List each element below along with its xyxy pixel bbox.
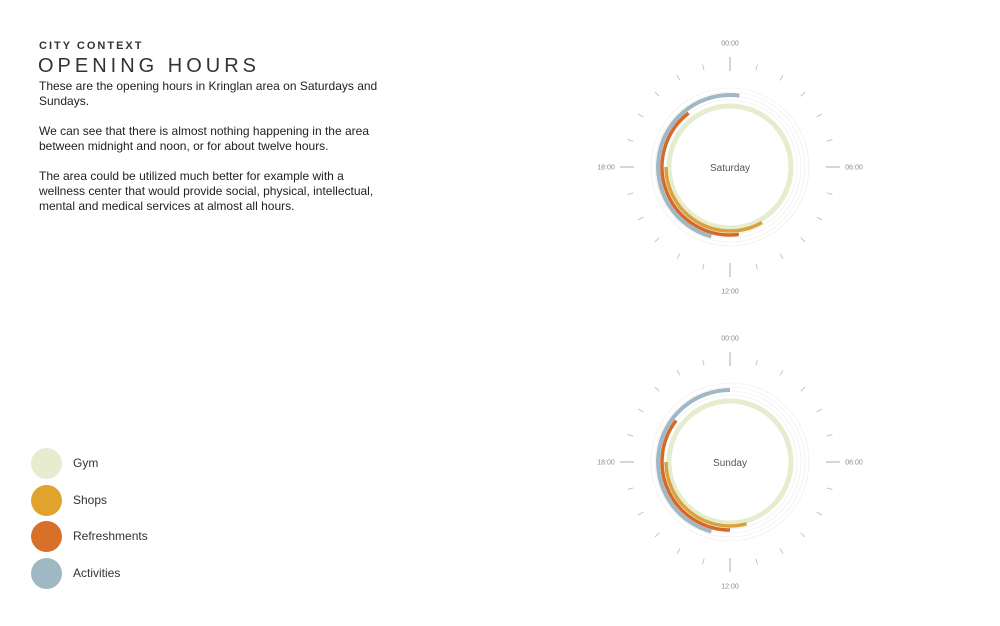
center-label: Sunday — [713, 458, 747, 469]
hour-tick — [817, 512, 822, 515]
hour-tick — [801, 92, 805, 96]
hour-tick — [756, 65, 758, 71]
hour-tick — [780, 370, 783, 375]
hour-tick — [638, 512, 643, 515]
hour-tick — [780, 75, 783, 80]
hour-tick — [817, 217, 822, 220]
hour-tick — [628, 140, 634, 142]
description-paragraph: These are the opening hours in Kringlan area on Saturdays and Sundays. — [39, 79, 378, 108]
hour-tick — [638, 114, 643, 117]
hour-tick — [655, 387, 659, 391]
hour-tick — [638, 409, 643, 412]
hour-tick — [801, 238, 805, 242]
saturday-clock-chart — [580, 32, 880, 297]
hour-label: 00:00 — [721, 40, 739, 48]
hour-tick — [655, 92, 659, 96]
legend-label: Shops — [73, 492, 108, 507]
hour-tick — [703, 559, 705, 565]
legend-label: Gym — [73, 456, 99, 470]
hour-tick — [817, 114, 822, 117]
hour-tick — [756, 559, 758, 565]
hour-tick — [780, 549, 783, 554]
legend-label: Refreshments — [73, 529, 148, 543]
hour-tick — [655, 533, 659, 537]
hour-tick — [703, 360, 705, 366]
hour-tick — [628, 193, 634, 195]
hour-label: 06:00 — [845, 164, 863, 172]
legend-swatch — [31, 485, 62, 516]
hour-tick — [780, 254, 783, 259]
section-eyebrow: CITY CONTEXT — [39, 40, 144, 52]
description — [39, 79, 379, 229]
hour-tick — [628, 435, 634, 437]
description-paragraph: The area could be utilized much better for example with a wellness center that would provide social, physical, intellectual, mental and medical services at almost all hours. — [39, 169, 374, 213]
hour-tick — [677, 370, 680, 375]
hour-tick — [756, 264, 758, 270]
hour-tick — [827, 435, 833, 437]
hour-tick — [756, 360, 758, 366]
hour-label: 18:00 — [597, 459, 615, 467]
hour-tick — [801, 387, 805, 391]
hour-tick — [827, 140, 833, 142]
hour-tick — [827, 193, 833, 195]
page-title: OPENING HOURS — [38, 55, 261, 77]
legend-swatch — [31, 521, 62, 552]
center-label: Saturday — [709, 163, 751, 174]
hour-tick — [628, 488, 634, 490]
hour-label: 12:00 — [721, 288, 739, 296]
hour-tick — [677, 254, 680, 259]
description-paragraph: We can see that there is almost nothing happening in the area between midnight and noon, or for about twelve hours. — [39, 124, 369, 153]
hour-label: 12:00 — [721, 583, 739, 591]
hour-label: 00:00 — [721, 335, 739, 343]
hour-tick — [801, 533, 805, 537]
hour-label: 18:00 — [597, 164, 615, 172]
legend-swatch — [31, 558, 62, 589]
hour-tick — [817, 409, 822, 412]
hour-tick — [703, 65, 705, 71]
legend-label: Activities — [73, 565, 121, 580]
hour-tick — [677, 549, 680, 554]
hour-tick — [827, 488, 833, 490]
sunday-clock-chart — [580, 327, 880, 592]
hour-tick — [677, 75, 680, 80]
hour-label: 06:00 — [845, 459, 863, 467]
hour-tick — [703, 264, 705, 270]
hour-tick — [638, 217, 643, 220]
legend-swatch — [31, 448, 62, 479]
hour-tick — [655, 238, 659, 242]
